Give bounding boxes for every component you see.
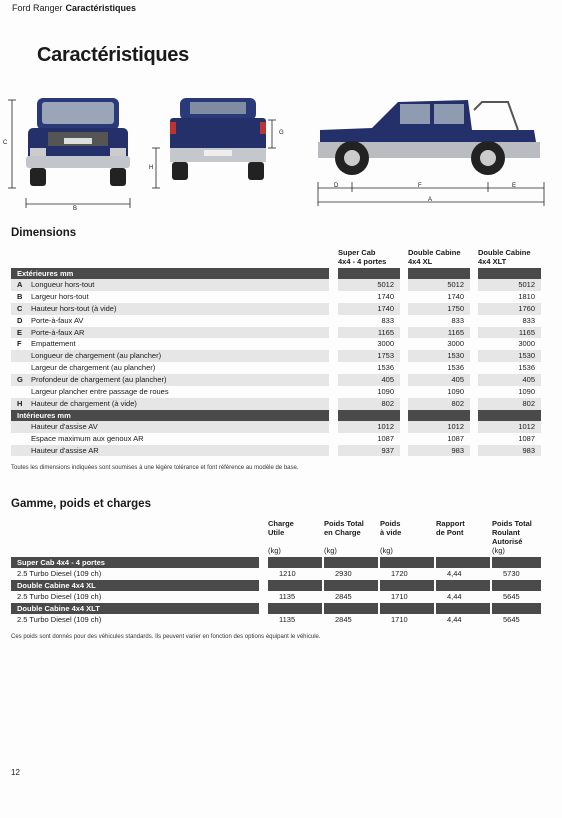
- row-letter: F: [17, 339, 22, 349]
- row-value: 1090: [518, 387, 535, 397]
- table-row: [11, 338, 541, 350]
- row-label: [11, 362, 329, 374]
- row-letter: H: [17, 398, 23, 408]
- group-bar: [380, 603, 434, 614]
- row-value: 2845: [335, 614, 352, 624]
- row-value: 1165: [518, 327, 535, 337]
- row-label-text: Hauteur de chargement (à vide): [31, 398, 137, 408]
- group-label: Double Cabine 4x4 XL: [17, 580, 96, 590]
- group-bar: [268, 603, 322, 614]
- row-value: 937: [381, 445, 394, 455]
- group-bar: [324, 580, 378, 591]
- row-value: 405: [522, 375, 535, 385]
- row-letter: B: [17, 291, 23, 301]
- row-value: 405: [381, 375, 394, 385]
- running-header: [12, 3, 136, 13]
- dim-label-e: E: [512, 183, 517, 189]
- row-value: 1740: [447, 291, 464, 301]
- page-number: 12: [11, 768, 20, 777]
- rear-view-illustration: [146, 92, 296, 212]
- row-value: 802: [522, 398, 535, 408]
- gamme-column-unit: (kg): [268, 546, 281, 555]
- row-value: 1087: [447, 433, 464, 443]
- table-row: [11, 315, 541, 327]
- table-row: [11, 421, 541, 433]
- row-value: 983: [522, 445, 535, 455]
- row-value: 2930: [335, 569, 352, 578]
- table-row: [11, 362, 541, 374]
- front-view-illustration: [4, 92, 134, 212]
- row-letter: D: [17, 315, 23, 325]
- row-value: 1536: [518, 363, 535, 373]
- row-label-text: Hauteur d'assise AR: [31, 445, 99, 455]
- group-bar: [268, 580, 322, 591]
- row-value: 3000: [447, 339, 464, 349]
- row-value: 983: [451, 445, 464, 455]
- group-bar: [478, 268, 541, 279]
- row-label: [11, 338, 329, 350]
- table-row: [11, 279, 541, 291]
- row-label-text: Porte-à-faux AR: [31, 327, 85, 337]
- row-value: 1135: [279, 614, 296, 624]
- group-label: Intérieures mm: [17, 410, 71, 420]
- group-bar: [478, 410, 541, 421]
- group-label: Extérieures mm: [17, 269, 74, 278]
- row-label-text: Largeur plancher entre passage de roues: [31, 387, 169, 397]
- row-label: [11, 315, 329, 327]
- row-value: 5012: [447, 280, 464, 289]
- row-letter: E: [17, 327, 23, 337]
- row-value: 3000: [377, 339, 394, 349]
- row-label: 2.5 Turbo Diesel (109 ch): [17, 569, 102, 578]
- row-value: 1012: [447, 421, 464, 431]
- table-row: [11, 374, 541, 386]
- row-label: [11, 374, 329, 386]
- row-value: 1536: [447, 363, 464, 373]
- row-value: 1536: [377, 363, 394, 373]
- gamme-column-header: Poids à vide: [380, 519, 402, 537]
- row-value: 4,44: [447, 591, 462, 601]
- row-value: 1210: [279, 569, 296, 578]
- row-value: 1090: [447, 387, 464, 397]
- group-bar: [380, 580, 434, 591]
- row-value: 1135: [279, 591, 296, 601]
- row-value: 802: [451, 398, 464, 408]
- table-row: [11, 398, 541, 410]
- table-row: [11, 445, 541, 457]
- row-label: [11, 445, 329, 457]
- table-row: [11, 614, 541, 626]
- dimensions-group-header: [11, 410, 541, 421]
- row-label-text: Empattement: [31, 339, 76, 349]
- group-bar: [324, 603, 378, 614]
- dim-label-a: A: [428, 197, 433, 203]
- group-bar: [268, 557, 322, 568]
- gamme-column-unit: (kg): [324, 546, 337, 555]
- row-value: 1760: [518, 303, 535, 313]
- table-row: [11, 303, 541, 315]
- row-label: [11, 279, 329, 291]
- row-label: [11, 327, 329, 339]
- group-bar: [380, 557, 434, 568]
- row-value: 1012: [377, 421, 394, 431]
- dim-label-c: C: [3, 140, 8, 146]
- group-bar: [436, 557, 490, 568]
- row-label-text: Hauteur hors-tout (à vide): [31, 303, 117, 313]
- dimensions-title: Dimensions: [11, 227, 77, 239]
- row-label: 2.5 Turbo Diesel (109 ch): [17, 614, 102, 624]
- row-label: 2.5 Turbo Diesel (109 ch): [17, 591, 102, 601]
- row-value: 5730: [503, 569, 520, 578]
- group-bar: [324, 557, 378, 568]
- row-label: [11, 386, 329, 398]
- row-label: [11, 421, 329, 433]
- row-value: 1090: [377, 387, 394, 397]
- row-label: [11, 303, 329, 315]
- side-view-illustration: [312, 92, 548, 212]
- dimensions-table: [11, 268, 541, 456]
- row-value: 1740: [377, 303, 394, 313]
- dimensions-group-header: [11, 268, 541, 279]
- group-bar: [492, 557, 541, 568]
- row-value: 833: [451, 315, 464, 325]
- dim-label-g: G: [279, 130, 284, 136]
- group-bar: [338, 410, 400, 421]
- dimensions-column-header: Double Cabine 4x4 XLT: [478, 248, 531, 266]
- table-row: [11, 327, 541, 339]
- dim-label-b: B: [73, 206, 78, 212]
- dimensions-note: Toutes les dimensions indiquées sont soumises à une légère tolérance et font référence au modèle de base.: [11, 465, 299, 471]
- header-section: Caractéristiques: [65, 3, 137, 13]
- row-value: 5012: [518, 280, 535, 289]
- row-label-text: Longueur de chargement (au plancher): [31, 351, 162, 361]
- group-bar: [408, 268, 470, 279]
- group-bar: [492, 580, 541, 591]
- row-value: 833: [522, 315, 535, 325]
- row-value: 405: [451, 375, 464, 385]
- row-value: 1530: [518, 351, 535, 361]
- dimensions-column-header: Super Cab 4x4 - 4 portes: [338, 248, 387, 266]
- row-letter: G: [17, 375, 23, 385]
- group-label: Super Cab 4x4 - 4 portes: [17, 558, 105, 567]
- row-label-text: Longueur hors-tout: [31, 280, 95, 289]
- row-label-text: Espace maximum aux genoux AR: [31, 433, 144, 443]
- row-label-text: Hauteur d'assise AV: [31, 421, 98, 431]
- gamme-column-header: Poids Total Roulant Autorisé: [492, 519, 532, 546]
- table-row: [11, 433, 541, 445]
- row-value: 1087: [377, 433, 394, 443]
- row-value: 1530: [447, 351, 464, 361]
- row-value: 1720: [391, 569, 408, 578]
- row-value: 5645: [503, 591, 520, 601]
- page-title: Caractéristiques: [37, 44, 189, 66]
- table-row: [11, 386, 541, 398]
- gamme-group-header: [11, 603, 541, 614]
- group-bar: [492, 603, 541, 614]
- dimensions-column-header: Double Cabine 4x4 XL: [408, 248, 461, 266]
- row-value: 3000: [518, 339, 535, 349]
- dim-label-h: H: [149, 165, 154, 171]
- table-row: [11, 350, 541, 362]
- group-label: Double Cabine 4x4 XLT: [17, 603, 100, 613]
- row-value: 1710: [391, 614, 408, 624]
- row-value: 1710: [391, 591, 408, 601]
- row-value: 1740: [377, 291, 394, 301]
- row-label: [11, 350, 329, 362]
- table-row: [11, 291, 541, 303]
- row-value: 5645: [503, 614, 520, 624]
- row-label: [11, 398, 329, 410]
- row-value: 4,44: [447, 614, 462, 624]
- row-value: 1165: [377, 327, 394, 337]
- row-value: 833: [381, 315, 394, 325]
- row-value: 1810: [518, 291, 535, 301]
- row-letter: C: [17, 303, 23, 313]
- row-label-text: Largeur hors-tout: [31, 291, 89, 301]
- row-value: 5012: [377, 280, 394, 289]
- gamme-title: Gamme, poids et charges: [11, 498, 151, 510]
- group-bar: [408, 410, 470, 421]
- header-brand: Ford Ranger: [12, 3, 63, 13]
- gamme-column-header: Poids Total en Charge: [324, 519, 364, 537]
- dim-label-d: D: [334, 183, 339, 189]
- table-row: [11, 591, 541, 603]
- gamme-note: Ces poids sont donnés pour des véhicules standards. Ils peuvent varier en fonction des options équipant le véhicule.: [11, 634, 321, 640]
- row-label-text: Profondeur de chargement (au plancher): [31, 375, 167, 385]
- row-label: [11, 433, 329, 445]
- row-value: 1165: [447, 327, 464, 337]
- table-row: [11, 568, 541, 580]
- dim-label-f: F: [418, 183, 422, 189]
- row-value: 1750: [447, 303, 464, 313]
- gamme-group-header: [11, 580, 541, 591]
- gamme-column-unit: (kg): [492, 546, 505, 555]
- gamme-table: [11, 557, 541, 626]
- row-letter: A: [17, 280, 23, 289]
- row-value: 802: [381, 398, 394, 408]
- row-value: 1012: [518, 421, 535, 431]
- group-bar: [436, 603, 490, 614]
- gamme-column-unit: (kg): [380, 546, 393, 555]
- gamme-column-header: Charge Utile: [268, 519, 294, 537]
- row-label-text: Porte-à-faux AV: [31, 315, 84, 325]
- group-bar: [338, 268, 400, 279]
- gamme-group-header: [11, 557, 541, 568]
- row-label-text: Largeur de chargement (au plancher): [31, 363, 156, 373]
- row-label: [11, 291, 329, 303]
- row-value: 2845: [335, 591, 352, 601]
- row-value: 1753: [377, 351, 394, 361]
- row-value: 1087: [518, 433, 535, 443]
- gamme-column-header: Rapport de Pont: [436, 519, 465, 537]
- group-bar: [436, 580, 490, 591]
- row-value: 4,44: [447, 569, 462, 578]
